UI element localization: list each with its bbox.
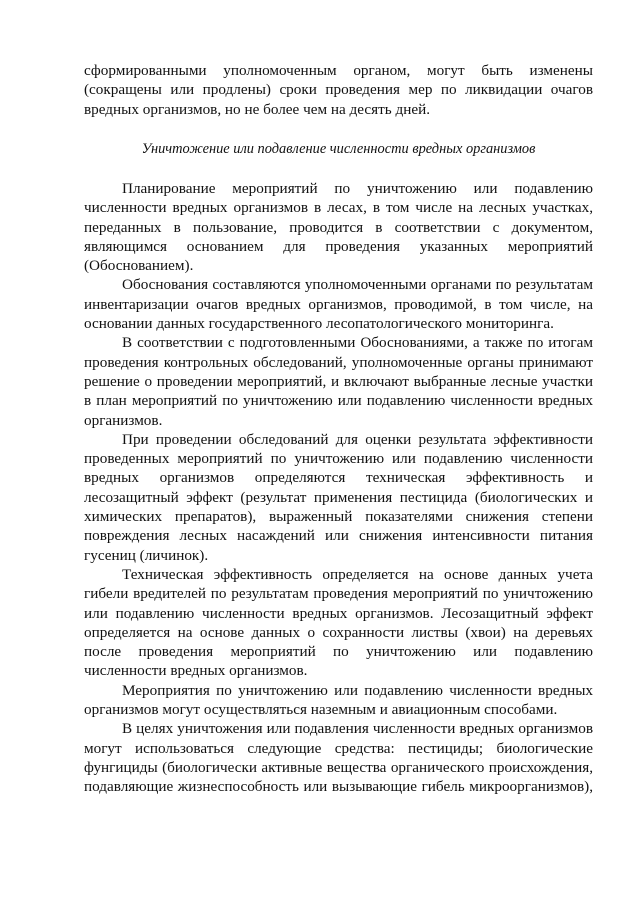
paragraph-technical-efficiency: Техническая эффективность определяется на основе данных учета гибели вредителей по результатам проведения мероприятий по уничтожению или подавлению численности вредных организмов. Лесозащитный эффект определяется на основе данных о сохранности листвы (хвои) на деревьях после проведения мероприятий по уничтожению или подавлению численности вредных организмов. bbox=[84, 565, 593, 680]
body-text bbox=[84, 179, 593, 797]
paragraph-decision: В соответствии с подготовленными Обоснованиями, а также по итогам проведения контрольных обследований, уполномоченные органы принимают решение о проведении мероприятий, и включают выбранные лесные участки в план мероприятий по уничтожению или подавлению численности вредных организмов. bbox=[84, 334, 593, 429]
paragraph-methods: Мероприятия по уничтожению или подавлению численности вредных организмов могут осуществляться наземным и авиационным способами. bbox=[84, 681, 593, 719]
paragraph-justifications: Обоснования составляются уполномоченными органами по результатам инвентаризации очагов вредных организмов, проводимой, в том числе, на основании данных государственного лесопатологического мониторинга. bbox=[84, 276, 593, 333]
continuation-block bbox=[84, 61, 593, 119]
paragraph-evaluation: При проведении обследований для оценки результата эффективности проведенных мероприятий по уничтожению или подавлению численности вредных организмов определяются техническая эффективность и лесозащитный эффект (результат применения пестицида (биологических и химических препаратов), выраженный показателями снижения степени повреждения лесных насаждений или снижения интенсивности питания гусениц (личинок). bbox=[84, 430, 593, 564]
paragraph-planning: Планирование мероприятий по уничтожению или подавлению численности вредных организмов в лесах, в том числе на лесных участках, переданных в пользование, проводится в соответствии с документом, являющимся основанием для проведения указанных мероприятий (Обоснованием). bbox=[84, 180, 593, 275]
section-heading: Уничтожение или подавление численности вредных организмов bbox=[141, 141, 536, 157]
paragraph-means: В целях уничтожения или подавления численности вредных организмов могут использоваться следующие средства: пестициды; биологические фунгициды (биологически активные вещества органического происхождения, подавляющие жизнеспособность или вызывающие гибель микроорганизмов), bbox=[84, 720, 593, 796]
continuation-paragraph: сформированными уполномоченным органом, могут быть изменены (сокращены или продлены) сроки проведения мер по ликвидации очагов вредных организмов, но не более чем на десять дней. bbox=[84, 62, 593, 118]
